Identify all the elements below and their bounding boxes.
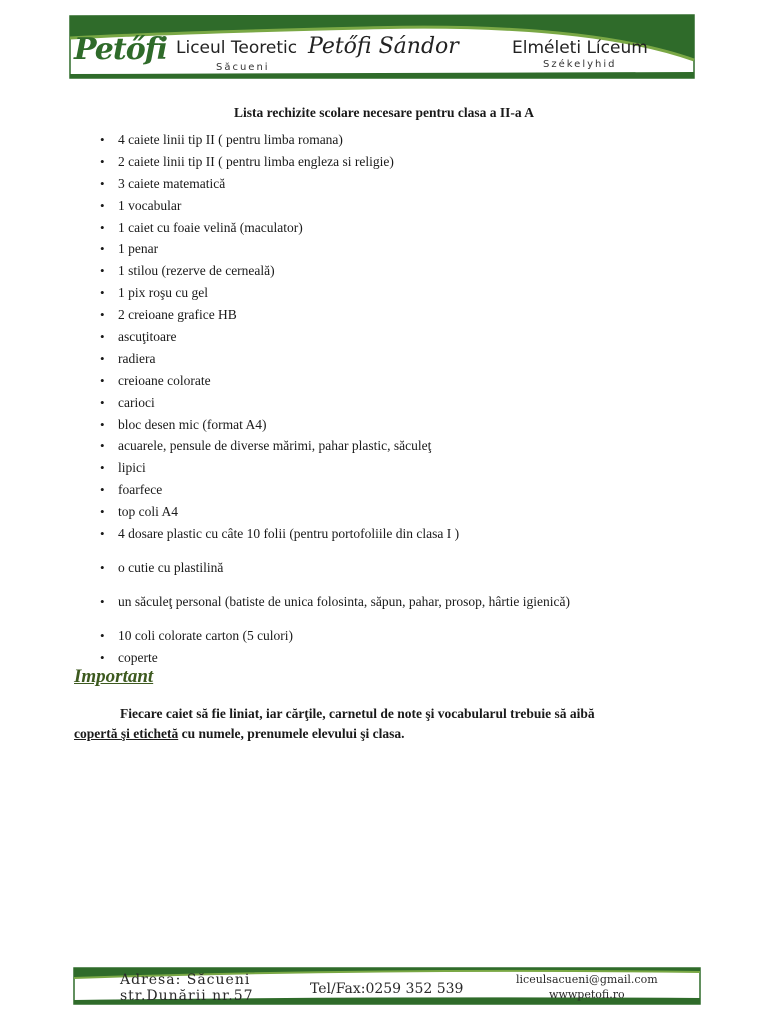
list-item: • ascuţitoare [100, 326, 570, 348]
list-item: • 3 caiete matematică [100, 173, 570, 195]
email-link[interactable]: liceulsacueni@gmail.com [516, 973, 658, 986]
list-item: • 4 caiete linii tip II ( pentru limba romana) [100, 129, 570, 151]
list-item: • coperte [100, 647, 570, 669]
list-item: • un săculeţ personal (batiste de unica folosinta, săpun, pahar, prosop, hârtie igienică) [100, 591, 570, 613]
important-note [74, 704, 674, 744]
document-title: Lista rechizite scolare necesare pentru clasa a II-a A [234, 105, 534, 120]
list-item: • acuarele, pensule de diverse mărimi, pahar plastic, săculeţ [100, 435, 570, 457]
footer-telfax: Tel/Fax:0259 352 539 [310, 981, 464, 997]
list-item: • foarfece [100, 479, 570, 501]
website-link[interactable]: wwwpetofi.ro [549, 988, 625, 1001]
list-item: • o cutie cu plastilină [100, 557, 570, 579]
supplies-list [100, 129, 570, 668]
footer-contact [516, 972, 658, 1002]
school-logo: Petőfi [74, 32, 168, 67]
city-hu: Székelyhid [543, 59, 617, 70]
list-item: • bloc desen mic (format A4) [100, 414, 570, 436]
list-item: • top coli A4 [100, 501, 570, 523]
note-text-end: cu numele, prenumele elevului şi clasa. [178, 726, 405, 741]
city-ro: Săcueni [216, 62, 270, 73]
school-name: Petőfi Sándor [308, 34, 459, 59]
list-item: • 1 penar [100, 238, 570, 260]
street: str.Dunării nr.57 [120, 988, 254, 1004]
list-item: • 2 caiete linii tip II ( pentru limba engleza si religie) [100, 151, 570, 173]
list-item: • 10 coli colorate carton (5 culori) [100, 625, 570, 647]
footer-banner [72, 966, 702, 1006]
list-item: • 2 creioane grafice HB [100, 304, 570, 326]
important-heading: Important [74, 666, 154, 687]
list-item: • carioci [100, 392, 570, 414]
list-item: • 1 pix roşu cu gel [100, 282, 570, 304]
list-item: • creioane colorate [100, 370, 570, 392]
note-text: Fiecare caiet să fie liniat, iar cărţile, carnetul de note şi vocabularul trebuie să aibă [120, 706, 595, 721]
school-type-ro: Liceul Teoretic [176, 38, 298, 58]
note-underlined-text: copertă şi etichetă [74, 726, 179, 741]
footer-address [120, 972, 254, 1004]
header-banner [66, 12, 696, 82]
list-item: • lipici [100, 457, 570, 479]
list-item: • 1 vocabular [100, 195, 570, 217]
list-item: • radiera [100, 348, 570, 370]
list-item: • 4 dosare plastic cu câte 10 folii (pentru portofoliile din clasa I ) [100, 523, 570, 545]
list-item: • 1 stilou (rezerve de cerneală) [100, 260, 570, 282]
school-type-hu: Elméleti Líceum [512, 38, 648, 58]
address-label: Adresa: Săcueni [120, 972, 251, 988]
list-item: • 1 caiet cu foaie velină (maculator) [100, 217, 570, 239]
